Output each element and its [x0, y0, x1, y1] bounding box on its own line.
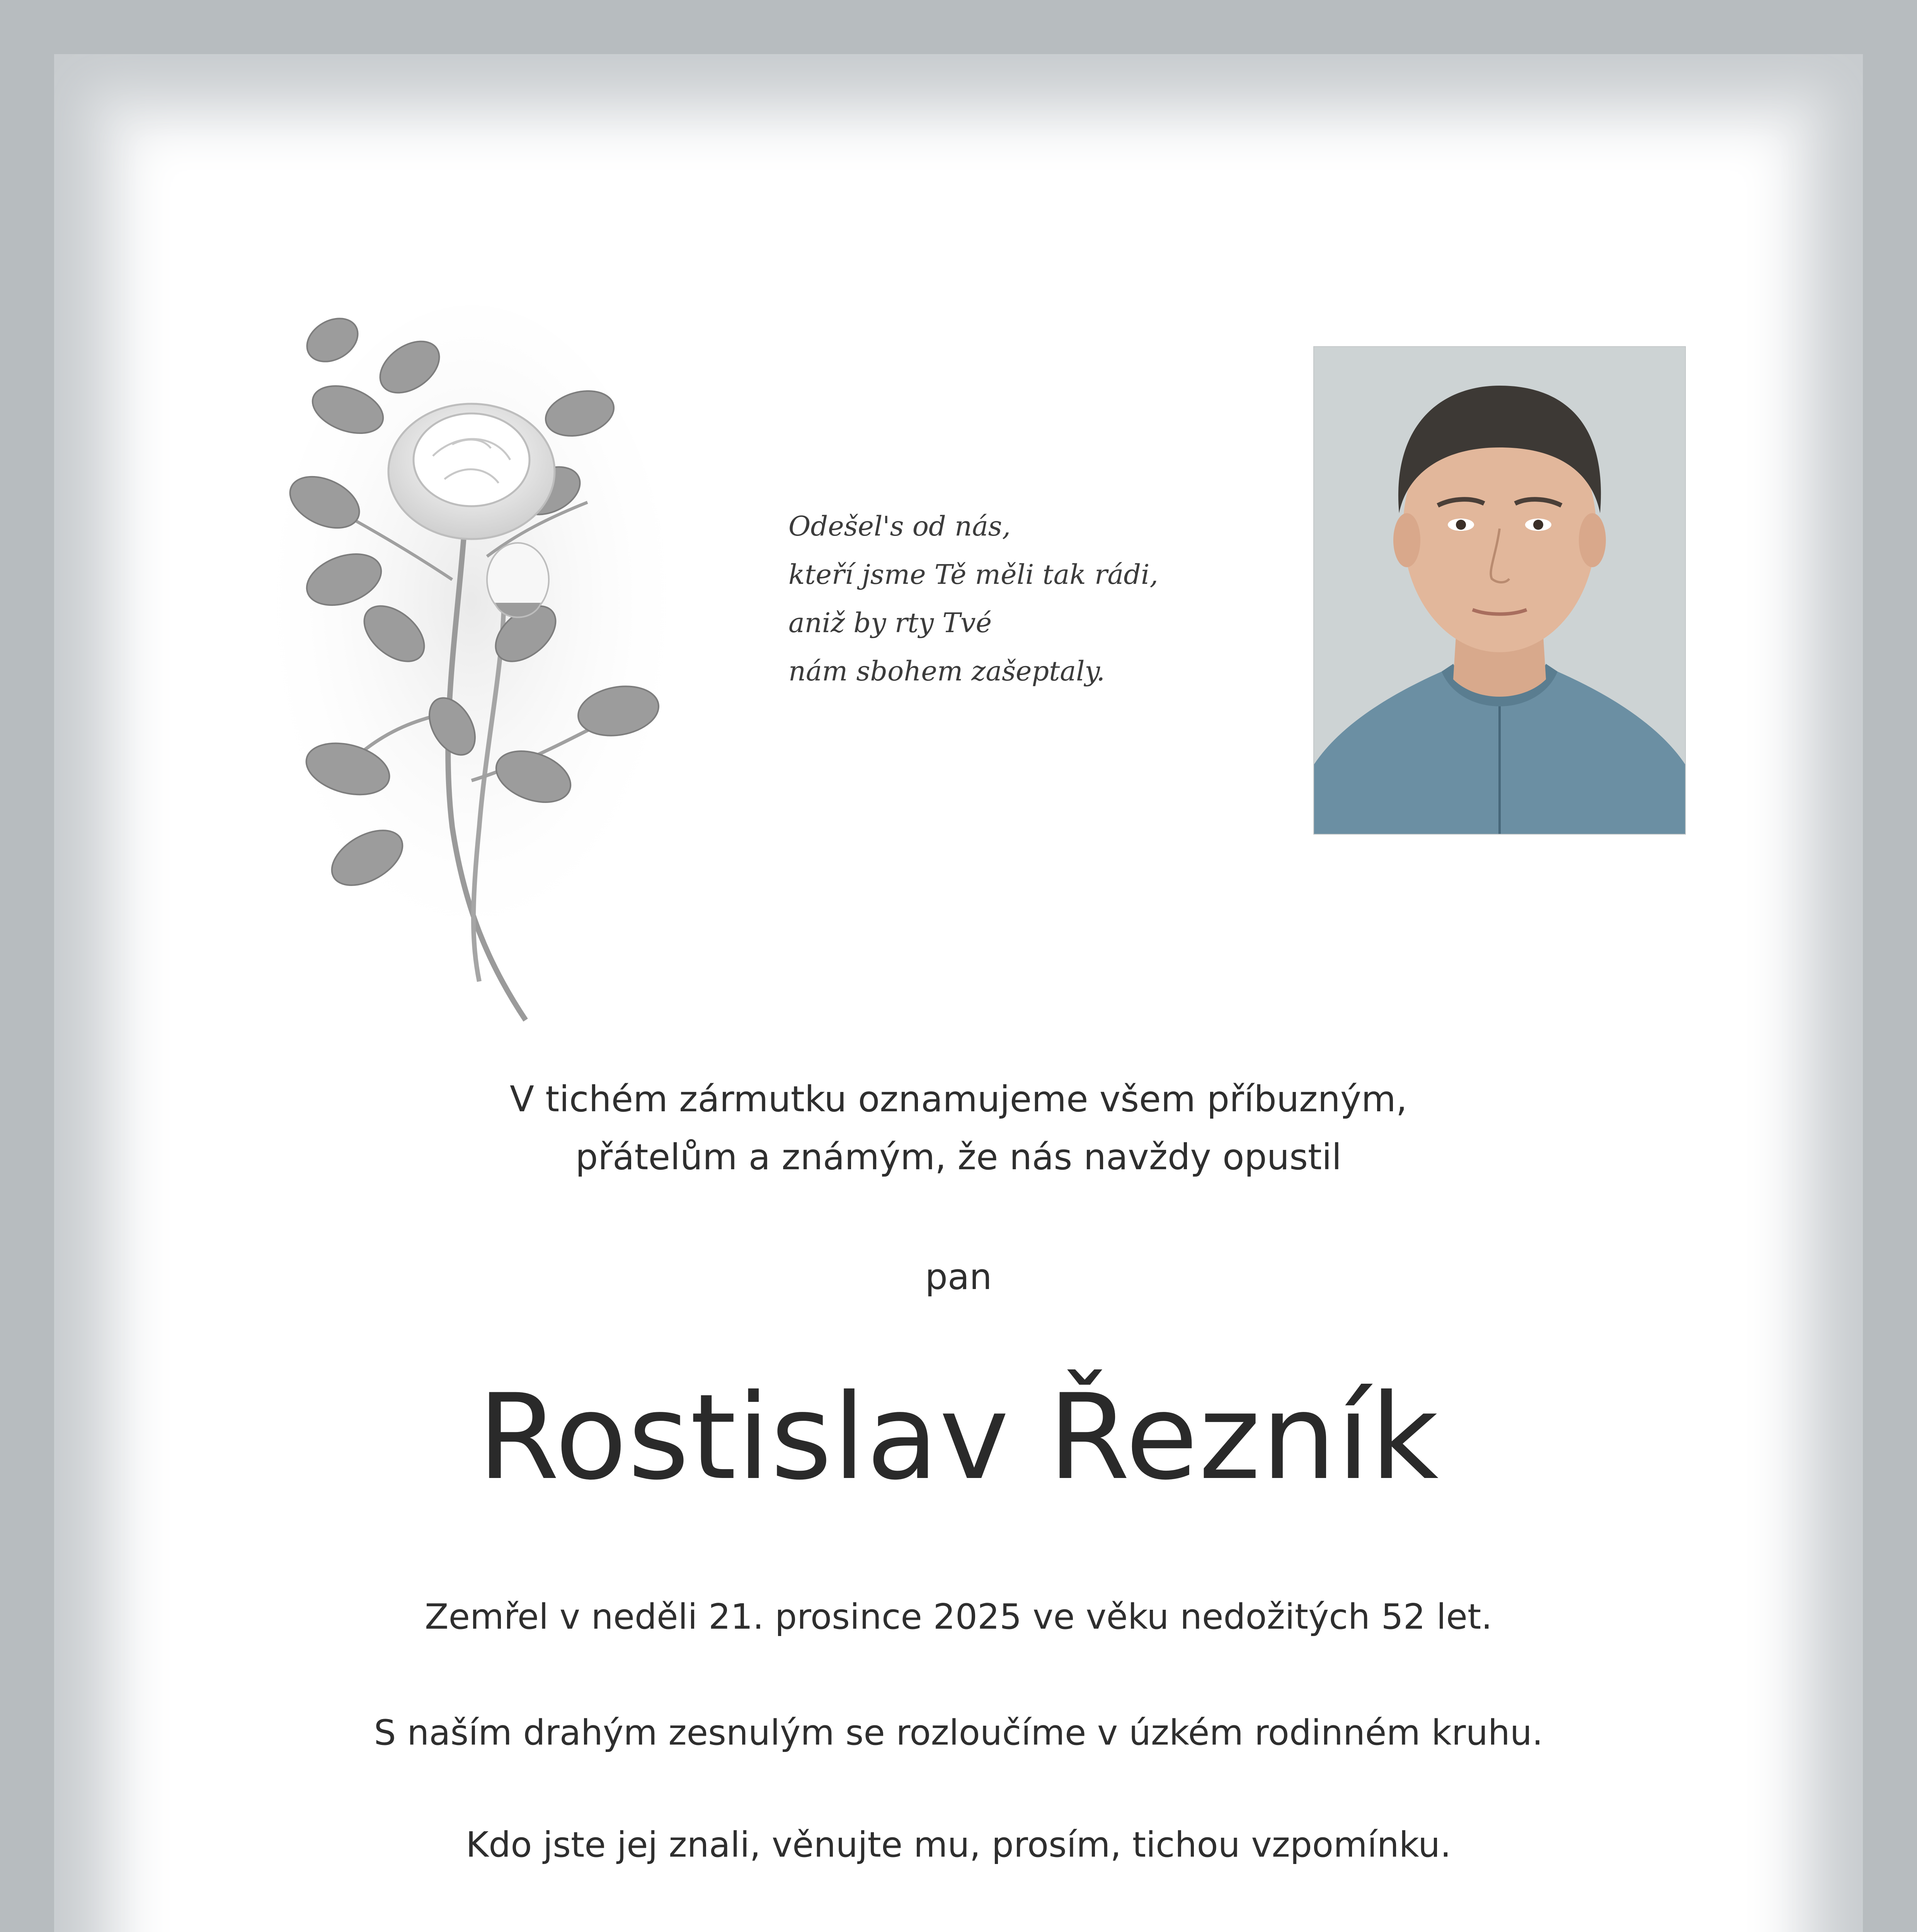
portrait-photo — [1314, 347, 1685, 834]
announcement-intro — [0, 1070, 1917, 1186]
death-notice: Zemřel v neděli 21. prosince 2025 ve věku nedožitých 52 let. — [425, 1597, 1492, 1637]
rose-illustration — [271, 286, 696, 1028]
intro-line: V tichém zármutku oznamujeme všem příbuzným, — [509, 1078, 1408, 1120]
memorial-verse — [788, 502, 1214, 696]
verse-line: kteří jsme Tě měli tak rádi, — [788, 559, 1158, 590]
remembrance-request: Kdo jste jej znali, věnujte mu, prosím, tichou vzpomínku. — [466, 1825, 1451, 1865]
verse-line: nám sbohem zašeptaly. — [788, 655, 1105, 687]
intro-line: přátelům a známým, že nás navždy opustil — [575, 1136, 1342, 1178]
verse-line: aniž by rty Tvé — [788, 607, 992, 639]
honorific: pan — [925, 1256, 992, 1298]
deceased-name: Rostislav Řezník — [477, 1369, 1440, 1506]
verse-line: Odešel's od nás, — [788, 510, 1011, 542]
farewell-notice: S naším drahým zesnulým se rozloučíme v úzkém rodinném kruhu. — [374, 1713, 1543, 1753]
